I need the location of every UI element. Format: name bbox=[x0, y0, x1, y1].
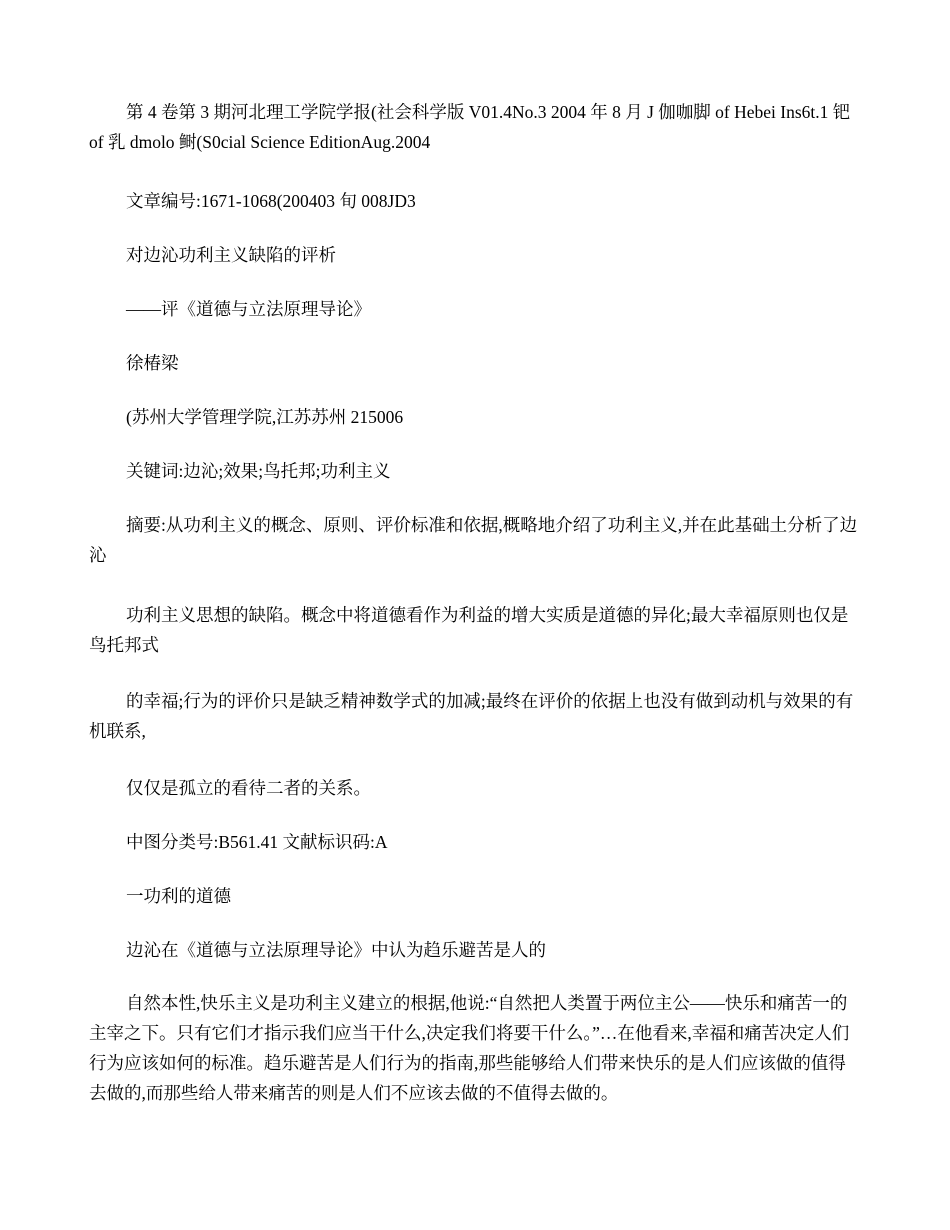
journal-header: 第 4 卷第 3 期河北理工学院学报(社会科学版 V01.4No.3 2004 年 8 月 J 伽咖脚 of Hebei Ins6t.1 钯 of 乳 dmolo 鲥(S0cial Science EditionAug.2004 bbox=[89, 102, 851, 152]
abstract-line-4: 仅仅是孤立的看待二者的关系。 bbox=[126, 778, 371, 798]
abstract-line-1: 摘要:从功利主义的概念、原则、评价标准和依据,概略地介绍了功利主义,并在此基础土分析了边沁 bbox=[89, 515, 858, 565]
article-number: 文章编号:1671-1068(200403 旬 008JD3 bbox=[126, 191, 416, 211]
body-paragraph-1: 边沁在《道德与立法原理导论》中认为趋乐避苦是人的 bbox=[126, 940, 546, 960]
section-heading: 一功利的道德 bbox=[126, 886, 231, 906]
author-affiliation: (苏州大学管理学院,江苏苏州 215006 bbox=[126, 407, 404, 427]
abstract-line-3: 的幸福;行为的评价只是缺乏精神数学式的加减;最终在评价的依据上也没有做到动机与效果的有机联系, bbox=[89, 691, 854, 741]
body-paragraph-2: 自然本性,快乐主义是功利主义建立的根据,他说:“自然把人类置于两位主公——快乐和痛苦一的主宰之下。只有它们才指示我们应当干什么,决定我们将要干什么。”…在他看来,幸福和痛苦决定人们行为应该如何的标准。趋乐避苦是人们行为的指南,那些能够给人们带来快乐的是人们应该做的值得去做的,而那些给人带来痛苦的则是人们不应该去做的不值得去做的。 bbox=[89, 993, 850, 1103]
article-title: 对边沁功利主义缺陷的评析 bbox=[126, 245, 336, 265]
classification-code: 中图分类号:B561.41 文献标识码:A bbox=[126, 832, 388, 852]
author-name: 徐椿梁 bbox=[126, 353, 179, 373]
abstract-line-2: 功利主义思想的缺陷。概念中将道德看作为利益的增大实质是道德的异化;最大幸福原则也仅是鸟托邦式 bbox=[89, 605, 849, 655]
keywords: 关键词:边沁;效果;鸟托邦;功利主义 bbox=[126, 461, 391, 481]
article-subtitle: ——评《道德与立法原理导论》 bbox=[126, 299, 371, 319]
